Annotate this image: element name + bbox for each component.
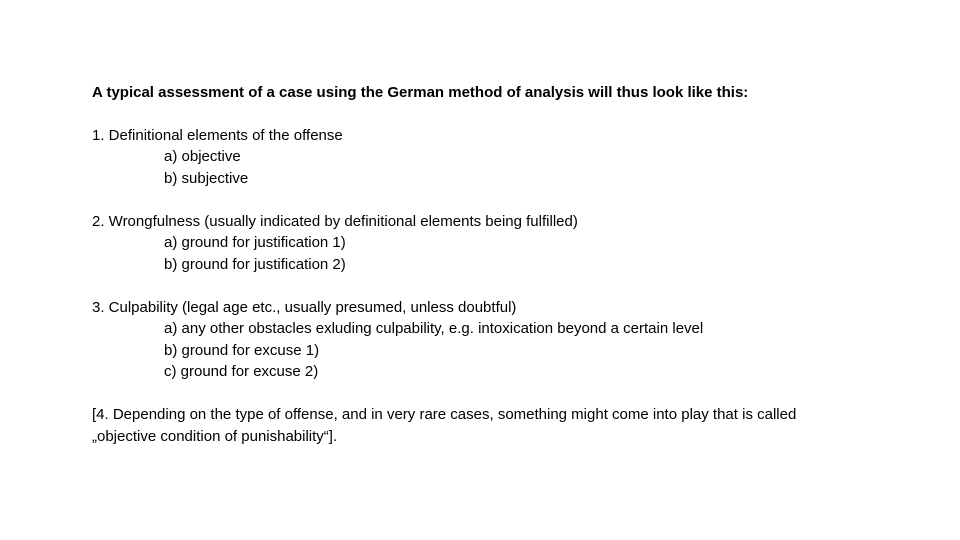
section-item: b) ground for excuse 1) [164,341,320,359]
section-item: a) any other obstacles exluding culpability, e.g. intoxication beyond a certain level [164,320,704,337]
note-line: [4. Depending on the type of offense, and in very rare cases, something might come into play that is called [92,406,797,423]
section-item: b) subjective [164,169,249,187]
section-item: a) objective [164,148,241,165]
section-definitional-elements [92,125,912,190]
note-objective-condition [92,404,912,447]
section-item: b) ground for justification 2) [164,255,346,273]
section-item: a) ground for justification 1) [164,234,346,251]
section-item: c) ground for excuse 2) [164,363,319,380]
note-line: „objective condition of punishability“]. [92,427,338,445]
section-title: 1. Definitional elements of the offense [92,126,343,144]
section-title: 2. Wrongfulness (usually indicated by definitional elements being fulfilled) [92,212,578,230]
slide-heading: A typical assessment of a case using the German method of analysis will thus look like this: [92,84,749,101]
section-wrongfulness [92,211,912,276]
section-title: 3. Culpability (legal age etc., usually presumed, unless doubtful) [92,298,517,316]
section-culpability [92,297,912,383]
slide-content [92,82,912,447]
